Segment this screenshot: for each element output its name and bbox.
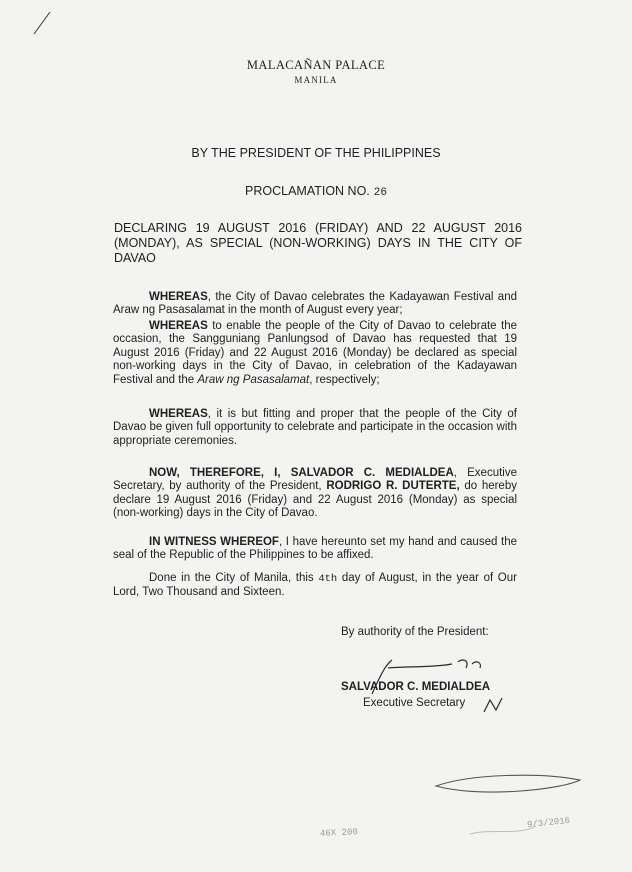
paragraph-text: to enable the people of the City of Davao to celebrate the occasion, the Sangguniang Panlungsod of Davao has requested that 19 August 2016 (Friday) and 22 August 2016 (Monday) be declared as special non-working days in the City of Davao, in celebration of the Kadayawan Festival and the [113,320,517,386]
paragraph-whereas-3 [113,408,517,448]
paragraph-done-in [113,572,517,600]
president-name: RODRIGO R. DUTERTE, [326,480,460,493]
paragraph-text: Done in the City of Manila, this [149,572,319,584]
faint-mark [470,826,536,834]
paragraph-whereas-2 [113,320,517,387]
authority-line: By authority of the President: [341,626,489,638]
paragraph-lead: WHEREAS [149,320,208,332]
president-line: BY THE PRESIDENT OF THE PHILIPPINES [191,146,441,160]
day-value: 4th [318,573,338,585]
city-heading: MANILA [294,75,338,85]
paragraph-lead: IN WITNESS WHEREOF [149,536,279,548]
paragraph-text: , it is but fitting and proper that the people of the City of Davao be given full opportunity to celebrate and participate in the occasion with appropriate ceremonies. [113,408,517,447]
paragraph-lead: WHEREAS [149,408,208,420]
paragraph-now-therefore [113,467,517,521]
proclamation-label: PROCLAMATION NO. [245,184,370,198]
signer-name: SALVADOR C. MEDIALDEA [341,681,491,693]
paragraph-italic: Araw ng Pasasalamat [197,373,310,386]
paragraph-text-end: day of August, in the year of Our Lord, Two Thousand and Sixteen. [113,572,517,599]
paragraph-text: , I have hereunto set my hand and caused the seal of the Republic of the Philippines to be affixed. [113,536,517,562]
proclamation-number [0,184,632,199]
paragraph-text-end: , respectively; [309,373,380,386]
paragraph-whereas-1 [113,291,517,318]
margin-scribble [436,775,580,792]
proclamation-number-value: 26 [373,187,387,199]
paragraph-text-end: do hereby declare 19 August 2016 (Friday) and 22 August 2016 (Monday) as special (non-working) days in the City of Davao. [113,480,517,520]
paragraph-text: , the City of Davao celebrates the Kadayawan Festival and Araw ng Pasasalamat in the month of August every year; [113,291,517,317]
initial-stroke [484,698,502,712]
corner-pen-stroke [34,12,50,34]
paragraph-lead: NOW, THEREFORE, I, SALVADOR C. MEDIALDEA [149,467,454,479]
receipt-stamp-right: 9/3/2016 [526,815,571,831]
signer-title: Executive Secretary [363,697,466,709]
palace-heading: MALACAÑAN PALACE [246,58,386,72]
receipt-stamp-left: 46X 200 [319,827,359,839]
paragraph-lead: WHEREAS [149,291,208,303]
proclamation-title: DECLARING 19 AUGUST 2016 (FRIDAY) AND 22 AUGUST 2016 (MONDAY), AS SPECIAL (NON-WORKING) DAYS IN THE CITY OF DAVAO [114,221,522,265]
paragraph-in-witness [113,536,517,563]
paragraph-text: , Executive Secretary, by authority of the President, [113,467,517,493]
